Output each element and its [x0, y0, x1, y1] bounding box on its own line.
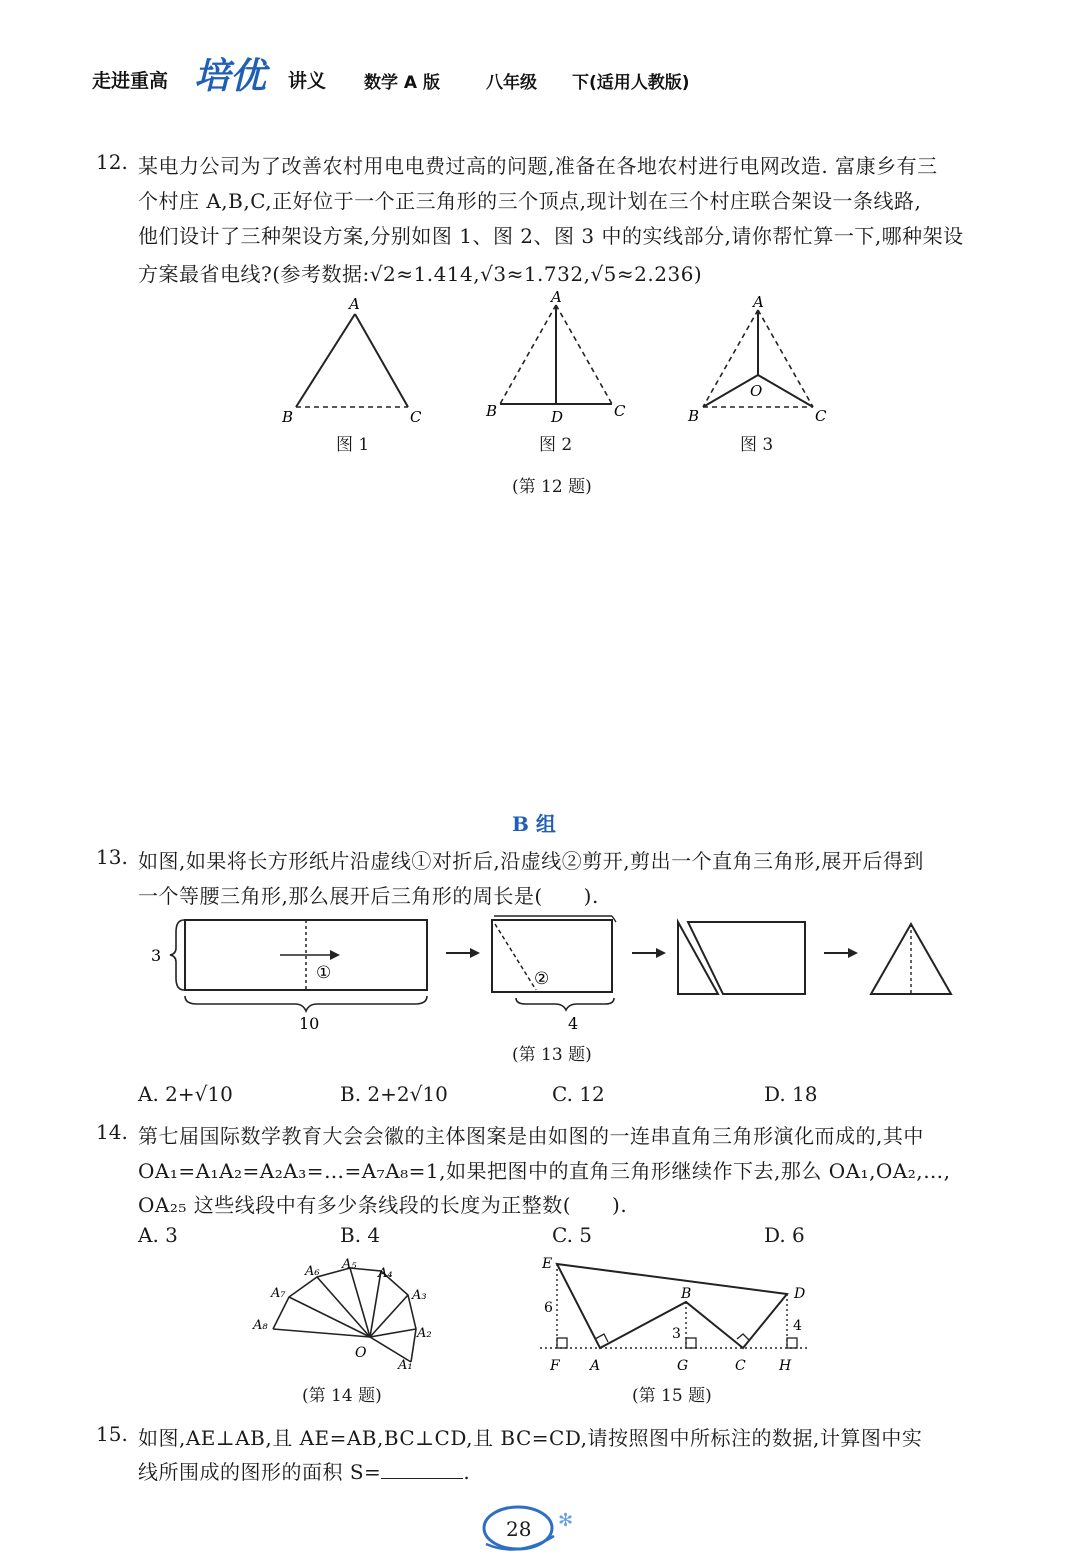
q13-option-a[interactable]: A. 2+√10 [138, 1082, 233, 1106]
snowflake-icon: ✻ [558, 1510, 574, 1531]
fig3-side-ac-dashed [758, 310, 813, 407]
q14-option-b[interactable]: B. 4 [340, 1223, 381, 1247]
brand-right: 讲义 [288, 70, 327, 92]
q12-line-4: 方案最省电线?(参考数据:√2≈1.414,√3≈1.732,√5≈2.236) [138, 262, 703, 286]
label-a7: A₇ [271, 1286, 286, 1301]
q12-fig3-caption: 图 3 [740, 435, 774, 455]
fig2-label-a: A [551, 290, 562, 306]
page-number: 28 [506, 1517, 532, 1541]
q12-fig1-caption: 图 1 [336, 435, 370, 455]
header-subject: 数学 A 版 [364, 73, 440, 93]
cut-line-2 [495, 924, 536, 990]
q15-line-1: 如图,AE⊥AB,且 AE=AB,BC⊥CD,且 BC=CD,请按照图中所标注的数据,计算图中实 [138, 1426, 923, 1450]
q14-line-2: OA₁=A₁A₂=A₂A₃=…=A₇A₈=1,如果把图中的直角三角形继续作下去,那么 OA₁,OA₂,…, [138, 1159, 951, 1183]
label-a8: A₈ [253, 1318, 268, 1333]
q13-option-b[interactable]: B. 2+2√10 [340, 1082, 448, 1106]
fig2-label-c: C [614, 402, 626, 420]
cut-triangle-piece [678, 922, 718, 994]
header-edition: 下(适用人教版) [572, 73, 690, 93]
fig2-side-ab-dashed [500, 305, 556, 404]
brand-main: 培优 [194, 56, 267, 97]
step-arrow-1-head [470, 948, 480, 958]
fig1-side-ab [296, 314, 355, 407]
brand-left: 走进重高 [92, 70, 169, 92]
q12-line-1: 某电力公司为了改善农村用电电费过高的问题,准备在各地农村进行电网改造. 富康乡有三 [138, 154, 938, 178]
unfolded-triangle [871, 924, 951, 994]
fig3-label-o: O [750, 382, 763, 400]
step-arrow-2-head [656, 948, 666, 958]
fig1-label-b: B [282, 408, 294, 426]
label-a1: A₁ [398, 1358, 413, 1373]
q15-figure [530, 1252, 820, 1377]
fig2-label-b: B [486, 402, 498, 420]
q14-option-d[interactable]: D. 6 [764, 1223, 805, 1247]
q15-line-2-text: 线所围成的图形的面积 S= [138, 1460, 382, 1484]
mark-2: ② [534, 969, 550, 989]
fig3-label-c: C [815, 407, 827, 425]
label-d: D [794, 1286, 806, 1302]
q15-answer-blank[interactable] [381, 1460, 463, 1479]
label-b: B [681, 1286, 692, 1302]
q14-option-a[interactable]: A. 3 [138, 1223, 178, 1247]
step-arrow-3-head [848, 948, 858, 958]
q14-caption: (第 14 题) [302, 1386, 382, 1406]
q13-option-c[interactable]: C. 12 [552, 1082, 605, 1106]
q12-number: 12. [96, 150, 128, 174]
right-angle-h [787, 1338, 797, 1348]
q12-line-2: 个村庄 A,B,C,正好位于一个正三角形的三个顶点,现计划在三个村庄联合架设一条线路, [138, 189, 922, 213]
q15-line-2-end: . [463, 1460, 471, 1484]
q14-option-c[interactable]: C. 5 [552, 1223, 593, 1247]
q13-line-2: 一个等腰三角形,那么展开后三角形的周长是( ). [138, 884, 599, 908]
cut-brace [516, 998, 614, 1010]
width-brace [185, 996, 427, 1011]
label-a4: A₄ [378, 1266, 393, 1281]
q14-number: 14. [96, 1120, 128, 1144]
q14-figure [245, 1255, 445, 1375]
label-a5: A₅ [342, 1257, 357, 1272]
q14-line-1: 第七届国际数学教育大会会徽的主体图案是由如图的一连串直角三角形演化而成的,其中 [138, 1124, 924, 1148]
q15-caption: (第 15 题) [632, 1386, 712, 1406]
label-a: A [590, 1358, 601, 1374]
label-a6: A₆ [305, 1264, 320, 1279]
label-3: 3 [672, 1326, 681, 1342]
cut-label: 4 [568, 1014, 579, 1033]
mark-1: ① [316, 963, 332, 983]
fig3-label-a: A [753, 293, 764, 311]
q13-option-d[interactable]: D. 18 [764, 1082, 818, 1106]
group-b-heading: B 组 [512, 812, 556, 836]
q15-line-2 [138, 1456, 470, 1485]
header [92, 58, 792, 108]
label-e: E [542, 1256, 553, 1272]
label-c: C [735, 1358, 746, 1374]
page-number-badge [478, 1500, 588, 1556]
header-grade: 八年级 [486, 73, 537, 93]
label-4: 4 [793, 1318, 802, 1334]
height-brace [170, 920, 184, 990]
q12-figure-3 [687, 293, 827, 425]
label-f: F [550, 1358, 560, 1374]
fig1-label-a: A [349, 295, 360, 313]
fig2-label-d: D [551, 408, 564, 426]
folded-paper [492, 920, 612, 992]
label-a3: A₃ [412, 1288, 427, 1303]
q12-fig2-caption: 图 2 [539, 435, 573, 455]
height-label: 3 [151, 946, 162, 965]
label-o: O [355, 1345, 367, 1361]
label-6: 6 [544, 1300, 553, 1316]
label-g: G [677, 1358, 689, 1374]
fig3-label-b: B [688, 407, 700, 425]
q12-line-3: 他们设计了三种架设方案,分别如图 1、图 2、图 3 中的实线部分,请你帮忙算一下,哪种架设 [138, 224, 964, 248]
label-a2: A₂ [417, 1326, 432, 1341]
remaining-paper-piece [688, 922, 805, 994]
q13-number: 13. [96, 845, 128, 869]
q14-line-3: OA₂₅ 这些线段中有多少条线段的长度为正整数( ). [138, 1193, 628, 1217]
q13-figure [140, 910, 970, 1035]
right-angle-c [737, 1334, 749, 1340]
q12-figure-1 [281, 295, 422, 426]
q12-figure-2 [485, 290, 626, 426]
spiral-outer-edge [273, 1268, 416, 1362]
q13-caption: (第 13 题) [512, 1045, 592, 1065]
label-h: H [779, 1358, 792, 1374]
q12-caption: (第 12 题) [512, 477, 592, 497]
q15-number: 15. [96, 1422, 128, 1446]
q13-line-1: 如图,如果将长方形纸片沿虚线①对折后,沿虚线②剪开,剪出一个直角三角形,展开后得到 [138, 849, 924, 873]
right-angle-f [557, 1338, 567, 1348]
right-angle-g [686, 1338, 696, 1348]
fold-arrow-head [330, 950, 340, 960]
width-label: 10 [299, 1014, 320, 1033]
fig2-side-ac-dashed [556, 305, 612, 404]
fig1-label-c: C [410, 408, 422, 426]
fig1-side-ac [355, 314, 408, 407]
